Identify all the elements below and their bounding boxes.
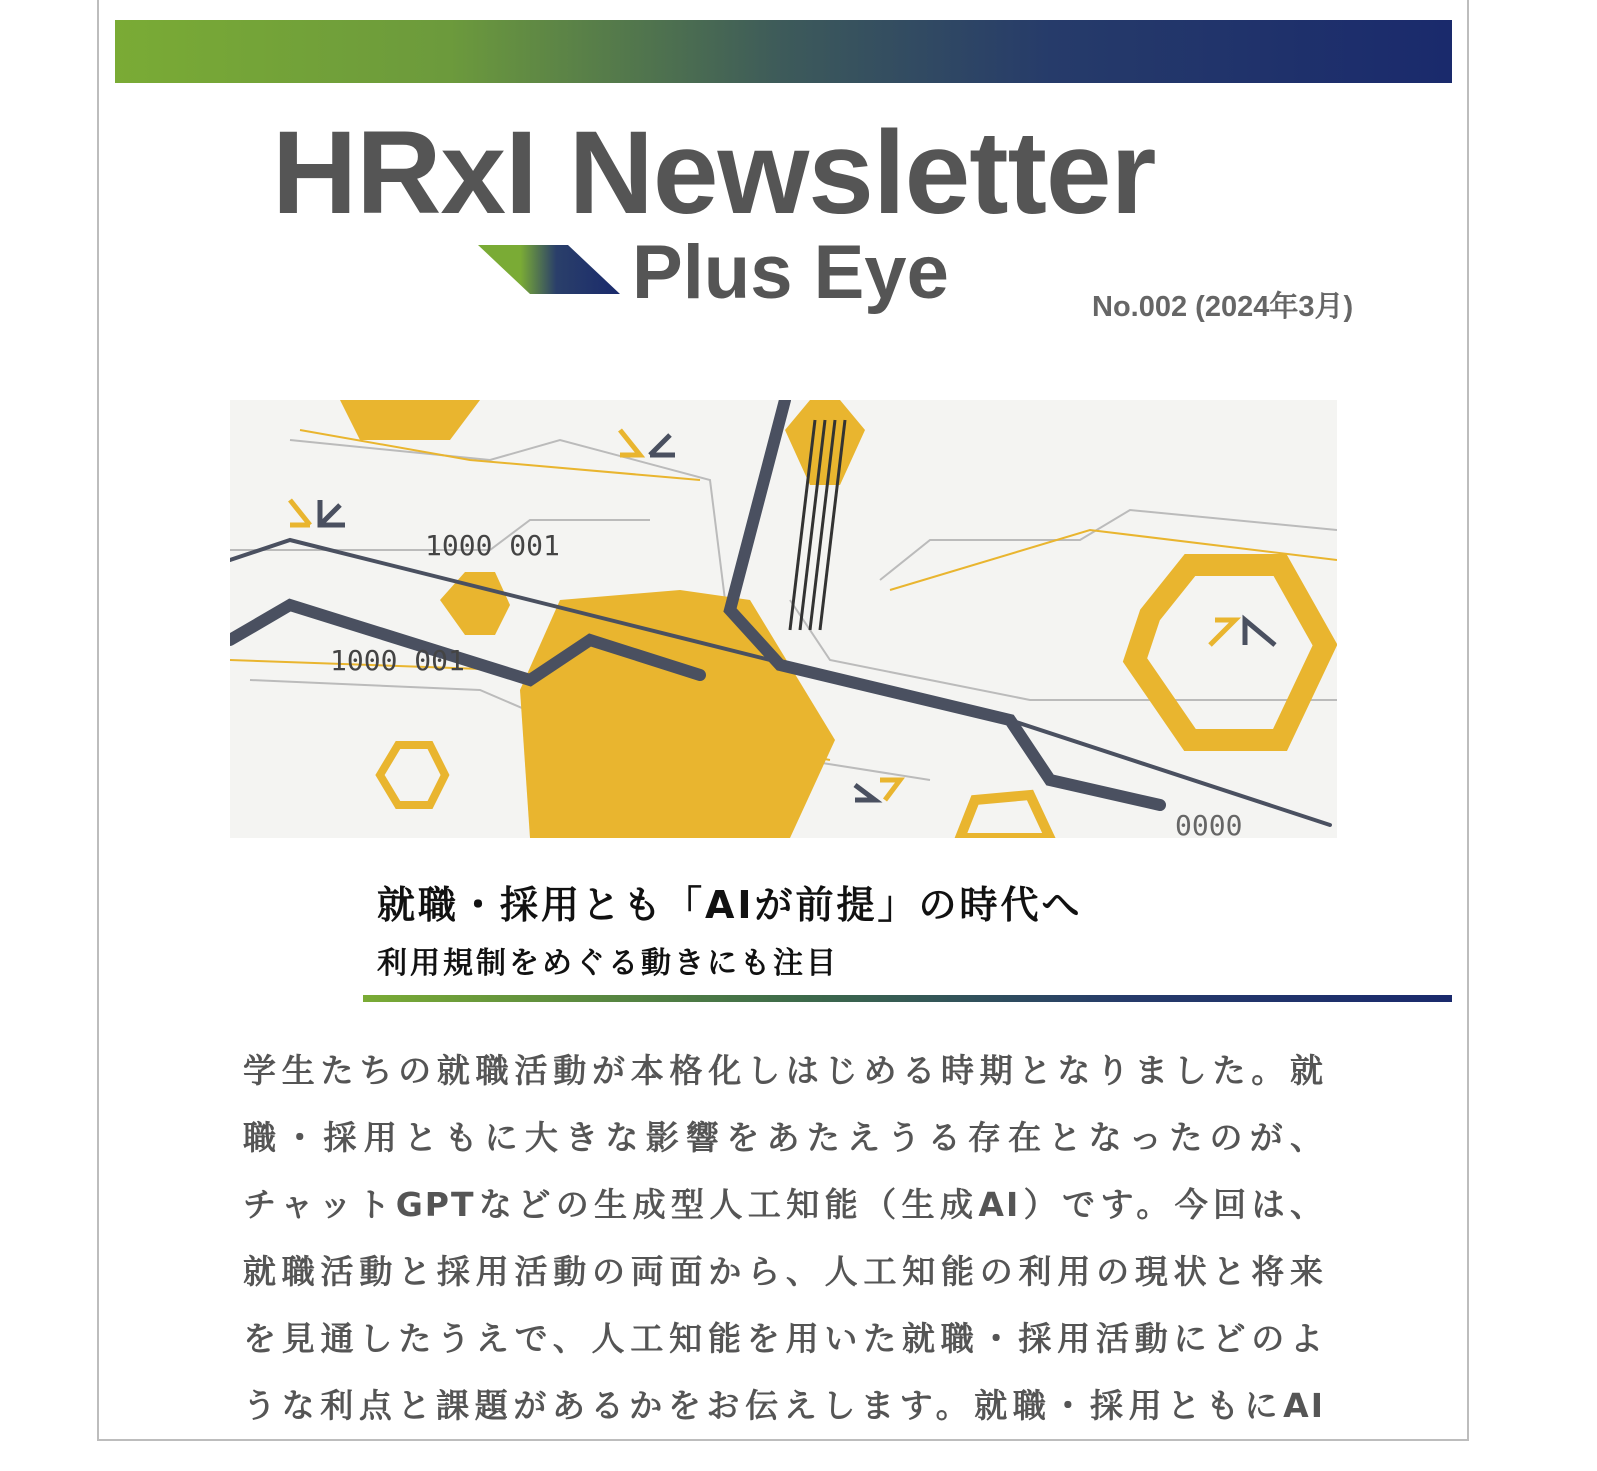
newsletter-subtitle: Plus Eye bbox=[632, 230, 949, 315]
body-line: を見通したうえで、人工知能を用いた就職・採用活動にどのよ bbox=[243, 1319, 1325, 1358]
headline-gradient-rule bbox=[363, 995, 1452, 1002]
body-line: うな利点と課題があるかをお伝えします。就職・採用ともにAI bbox=[243, 1386, 1325, 1425]
binary-code-b: 1000 001 bbox=[330, 644, 465, 677]
hero-illustration bbox=[230, 400, 1337, 838]
newsletter-title: HRxI Newsletter bbox=[272, 107, 1156, 239]
body-line: チャットGPTなどの生成型人工知能（生成AI）です。今回は、 bbox=[243, 1185, 1325, 1224]
header-gradient-bar bbox=[115, 20, 1452, 83]
article-headline: 就職・採用とも「AIが前提」の時代へ bbox=[377, 883, 1083, 927]
body-line: 職・採用ともに大きな影響をあたえうる存在となったのが、 bbox=[243, 1118, 1325, 1157]
article-subheadline: 利用規制をめぐる動きにも注目 bbox=[377, 946, 839, 981]
body-line: 就職活動と採用活動の両面から、人工知能の利用の現状と将来 bbox=[243, 1252, 1325, 1291]
issue-number: No.002 (2024年3月) bbox=[1092, 291, 1354, 323]
logo-mark-icon bbox=[478, 245, 620, 294]
hexagon-large bbox=[520, 590, 835, 838]
binary-code-c: 0000 bbox=[1175, 809, 1243, 838]
body-line: 学生たちの就職活動が本格化しはじめる時期となりました。就 bbox=[243, 1051, 1325, 1090]
circuit-illustration bbox=[230, 400, 1337, 838]
article-body bbox=[243, 1040, 1325, 1442]
binary-code-a: 1000 001 bbox=[425, 529, 560, 562]
